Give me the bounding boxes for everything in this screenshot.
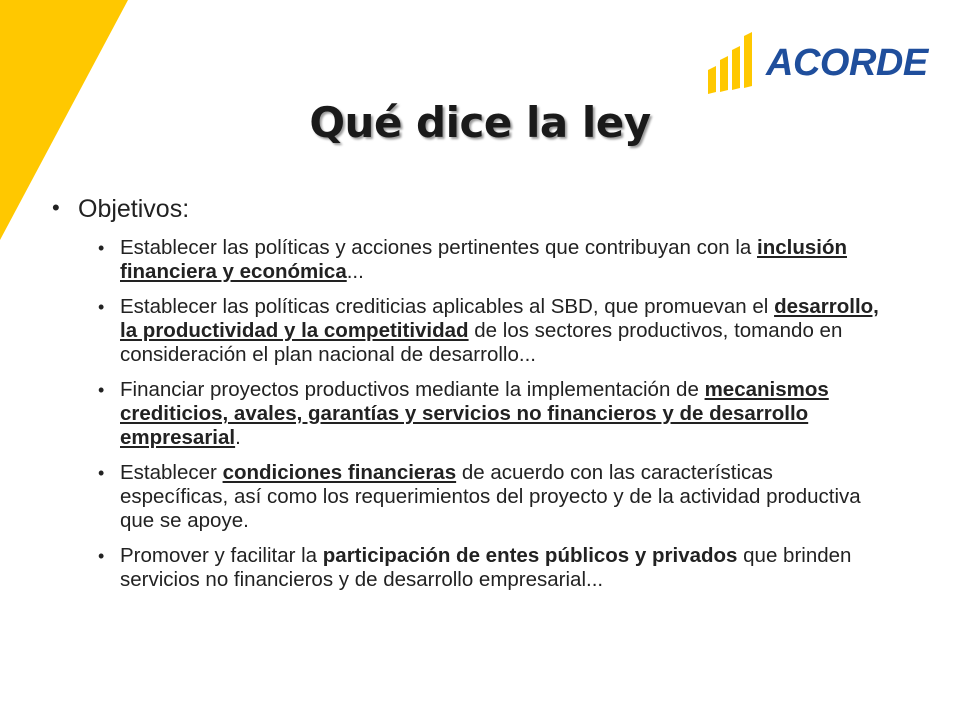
bullet-icon: • <box>98 380 105 400</box>
item-text: Establecer <box>120 461 223 484</box>
item-text: que brinden servicios no financieros y de desarrollo empresarial... <box>120 544 852 591</box>
item-text: . <box>235 426 241 449</box>
item-highlight: mecanismos crediticios, avales, garantías y servicios no financieros y de desarrollo empresarial <box>120 378 829 449</box>
objectives-heading <box>50 195 880 224</box>
logo-bars-icon <box>704 30 764 94</box>
bullet-icon: • <box>98 238 105 258</box>
item-text: de los sectores productivos, tomando en consideración el plan nacional de desarrollo... <box>120 319 843 366</box>
item-highlight: condiciones financieras <box>222 461 457 484</box>
item-text: ... <box>346 260 364 283</box>
list-item <box>98 378 880 450</box>
item-highlight: inclusión financiera y económica <box>120 236 847 283</box>
bullet-icon: • <box>98 463 105 483</box>
item-text: Establecer las políticas y acciones pertinentes que contribuyan con la <box>120 236 758 259</box>
logo-text: ACORDE <box>766 42 928 84</box>
list-item <box>98 461 880 533</box>
objectives-label: Objetivos: <box>78 195 190 223</box>
bullet-icon: • <box>98 546 105 566</box>
bullet-icon: • <box>98 297 105 317</box>
list-item <box>98 295 880 367</box>
item-text: Promover y facilitar la <box>120 544 323 567</box>
acorde-logo <box>704 30 928 94</box>
item-highlight: participación de entes públicos y privados <box>322 544 738 567</box>
objectives-list <box>50 236 880 592</box>
bullet-icon: • <box>52 195 60 220</box>
slide-content <box>50 195 880 603</box>
item-text: de acuerdo con las características específicas, así como los requerimientos del proyecto y de la actividad productiva que se apoye. <box>120 461 861 532</box>
item-highlight: desarrollo, la productividad y la competitividad <box>120 295 879 342</box>
slide-title: Qué dice la ley <box>309 98 651 147</box>
list-item <box>98 236 880 284</box>
item-text: Financiar proyectos productivos mediante la implementación de <box>120 378 705 401</box>
list-item <box>98 544 880 592</box>
item-text: Establecer las políticas crediticias aplicables al SBD, que promuevan el <box>120 295 775 318</box>
